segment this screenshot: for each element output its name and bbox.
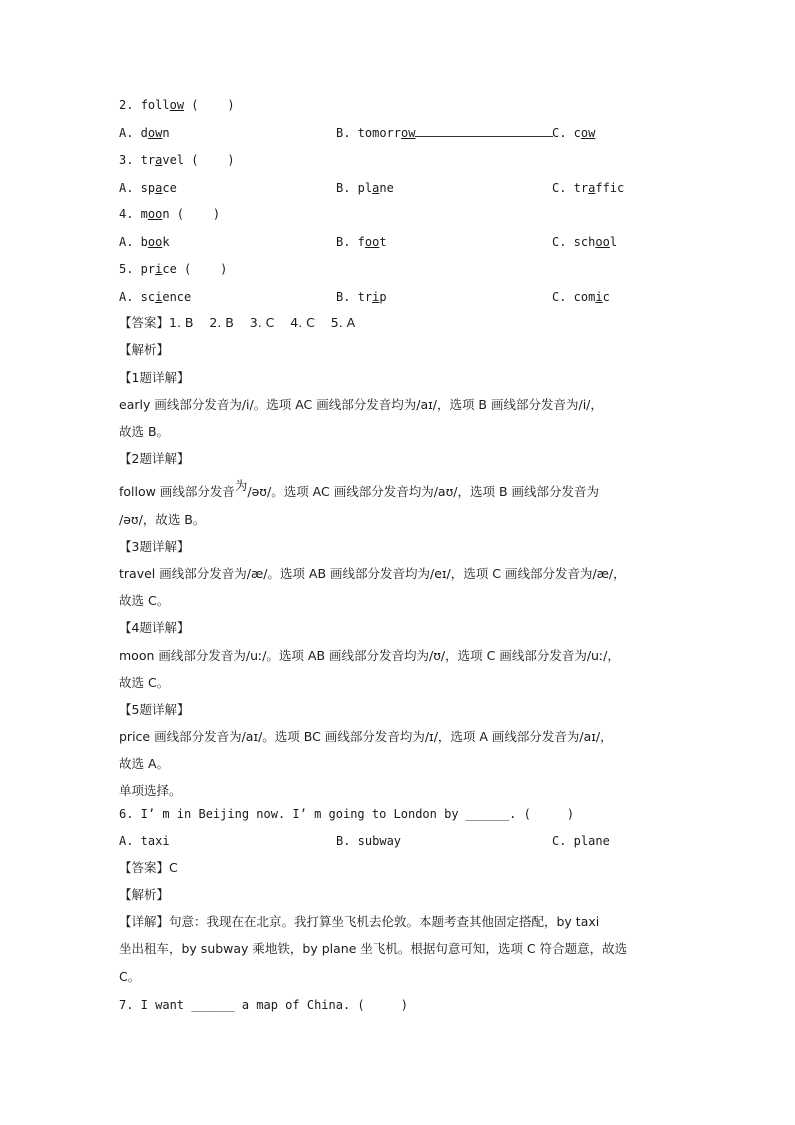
q4-option-b: B. foot	[336, 235, 387, 249]
q6-option-a: A. taxi	[119, 834, 170, 848]
q2-option-b: B. tomorrow	[336, 125, 553, 141]
question-2-stem: 2. follow ( )	[119, 98, 235, 112]
detail-2-line-1: follow 画线部分发音为/əʊ/。选项 AC 画线部分发音均为/aʊ/，选项 B 画线部分发音为	[119, 478, 600, 499]
question-3-stem: 3. travel ( )	[119, 153, 235, 167]
detail-3-line-2: 故选 C。	[119, 593, 170, 608]
detail-3-line-1: travel 画线部分发音为/æ/。选项 AB 画线部分发音均为/eɪ/，选项 C 画线部分发音为/æ/，	[119, 566, 626, 581]
detail-2-line-2: /əʊ/，故选 B。	[119, 512, 206, 527]
detail-6-line-1: 【详解】句意：我现在在北京。我打算坐飞机去伦敦。本题考查其他固定搭配，by taxi	[119, 914, 600, 929]
detail-3-title: 【3题详解】	[119, 539, 190, 554]
q3-option-c: C. traffic	[552, 181, 625, 195]
q2-option-c: C. cow	[552, 126, 596, 140]
q4-option-a: A. book	[119, 235, 170, 249]
analysis-heading: 【解析】	[119, 342, 170, 357]
answer-key: 【答案】1. B 2. B 3. C 4. C 5. A	[119, 315, 356, 330]
detail-5-line-1: price 画线部分发音为/aɪ/。选项 BC 画线部分发音均为/ɪ/，选项 A 画线部分发音为/aɪ/，	[119, 729, 613, 744]
detail-1-line-1: early 画线部分发音为/i/。选项 AC 画线部分发音均为/aɪ/，选项 B 画线部分发音为/i/，	[119, 397, 603, 412]
detail-5-title: 【5题详解】	[119, 702, 190, 717]
detail-4-title: 【4题详解】	[119, 620, 190, 635]
detail-1-line-2: 故选 B。	[119, 424, 170, 439]
q6-option-b: B. subway	[336, 834, 402, 848]
detail-6-line-3: C。	[119, 969, 141, 984]
q5-option-b: B. trip	[336, 290, 387, 304]
detail-5-line-2: 故选 A。	[119, 756, 170, 771]
question-6-stem: 6. I’ m in Beijing now. I’ m going to London by ______. ( )	[119, 807, 575, 821]
detail-2-title: 【2题详解】	[119, 451, 190, 466]
section-heading: 单项选择。	[119, 783, 182, 798]
q6-option-c: C. plane	[552, 834, 610, 848]
q3-option-a: A. space	[119, 181, 177, 195]
q5-option-a: A. science	[119, 290, 192, 304]
detail-1-title: 【1题详解】	[119, 370, 190, 385]
question-5-stem: 5. price ( )	[119, 262, 228, 276]
question-4-stem: 4. moon ( )	[119, 207, 221, 221]
answer-6: 【答案】C	[119, 860, 178, 875]
q2-option-a: A. down	[119, 126, 170, 140]
detail-6-line-2: 坐出租车，by subway 乘地铁，by plane 坐飞机。根据句意可知，选项 C 符合题意，故选	[119, 941, 628, 956]
q4-option-c: C. school	[552, 235, 618, 249]
detail-4-line-2: 故选 C。	[119, 675, 170, 690]
q5-option-c: C. comic	[552, 290, 610, 304]
answer-blank-line	[415, 125, 553, 137]
question-7-stem: 7. I want ______ a map of China. ( )	[119, 998, 408, 1012]
detail-4-line-1: moon 画线部分发音为/uː/。选项 AB 画线部分发音均为/ʊ/，选项 C 画线部分发音为/uː/，	[119, 648, 620, 663]
analysis-6-heading: 【解析】	[119, 887, 170, 902]
q3-option-b: B. plane	[336, 181, 394, 195]
